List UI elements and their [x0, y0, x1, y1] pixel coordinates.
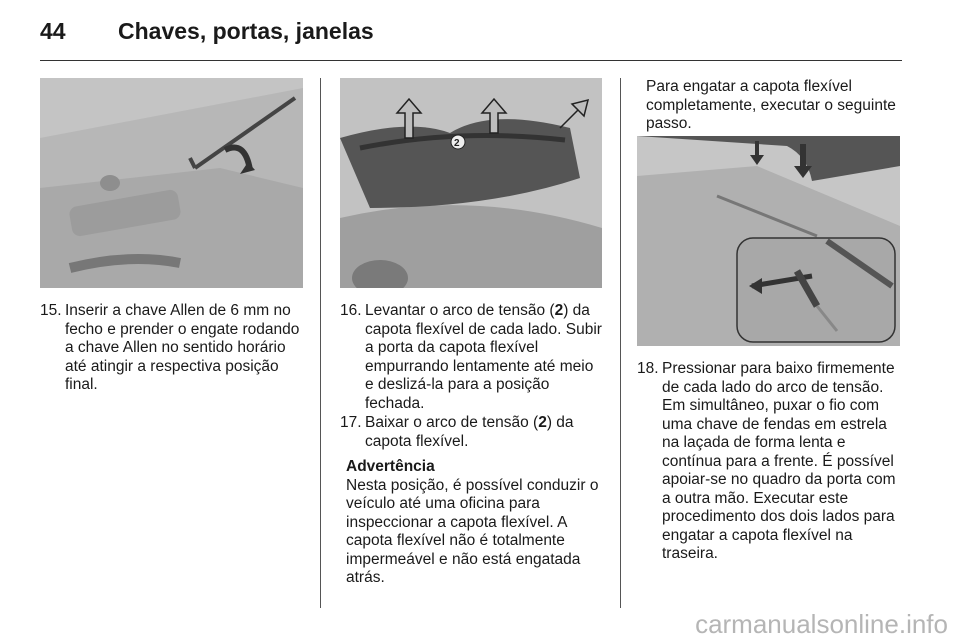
step-number: 16.: [340, 302, 362, 319]
step-number: 15.: [40, 302, 62, 319]
figure-callout-label: 2: [454, 138, 460, 149]
page-header: [40, 14, 902, 61]
page-number: 44: [40, 18, 66, 44]
warning-title: Advertência: [346, 458, 435, 475]
column-divider-2: [620, 78, 621, 608]
step-text-after: ) da capota flexível de cada lado. Subir a porta da capota flexível empurrando lentamente até meio e deslizá-la para a posição fechada.: [365, 302, 602, 412]
step-15: [40, 302, 306, 395]
step-number: 18.: [637, 360, 659, 377]
step-text: [365, 414, 605, 451]
allen-key-illustration: [40, 78, 303, 288]
step-text: Inserir a chave Allen de 6 mm no fecho e prender o engate rodando a chave Allen no sentido horário até atingir a respectiva posição final.: [65, 302, 300, 393]
step-18: [637, 360, 905, 564]
warning-text: Nesta posição, é possível conduzir o veículo até uma oficina para inspeccionar a capota flexível. A capota flexível não é totalmente impermeável e não está engatada atrás.: [346, 476, 599, 586]
column-divider-1: [320, 78, 321, 608]
watermark: carmanualsonline.info: [695, 609, 948, 639]
figure-pull-cord: [637, 136, 900, 346]
callout-ref: 2: [554, 302, 564, 319]
step-text-before: Baixar o arco de tensão (: [365, 414, 539, 431]
step-number: 17.: [340, 414, 362, 431]
step-text: Pressionar para baixo firmemente de cada lado do arco de tensão. Em simultâneo, puxar o fio com uma chave de fendas em estrela na laçada de forma lenta e contínua para a frente. É possível apoiar-se no quadro da porta com a outra mão. Executar este procedimento dos dois lados para engatar a capota flexível na traseira.: [662, 360, 896, 562]
soft-top-illustration: [340, 78, 602, 288]
warning-note: [346, 458, 608, 588]
callout-ref: 2: [538, 414, 547, 431]
figure-tension-arc: [340, 78, 602, 288]
step-text-after: ) da capota flexível.: [365, 414, 574, 450]
figure-allen-key: [40, 78, 303, 288]
intro-paragraph: Para engatar a capota flexível completamente, executar o seguinte passo.: [646, 78, 896, 132]
pull-cord-illustration: [637, 136, 900, 346]
step-17: [340, 414, 605, 451]
chapter-title: Chaves, portas, janelas: [118, 18, 374, 44]
step-text: [365, 302, 605, 413]
step-text-before: Levantar o arco de tensão (: [365, 302, 555, 319]
step-16: [340, 302, 605, 413]
